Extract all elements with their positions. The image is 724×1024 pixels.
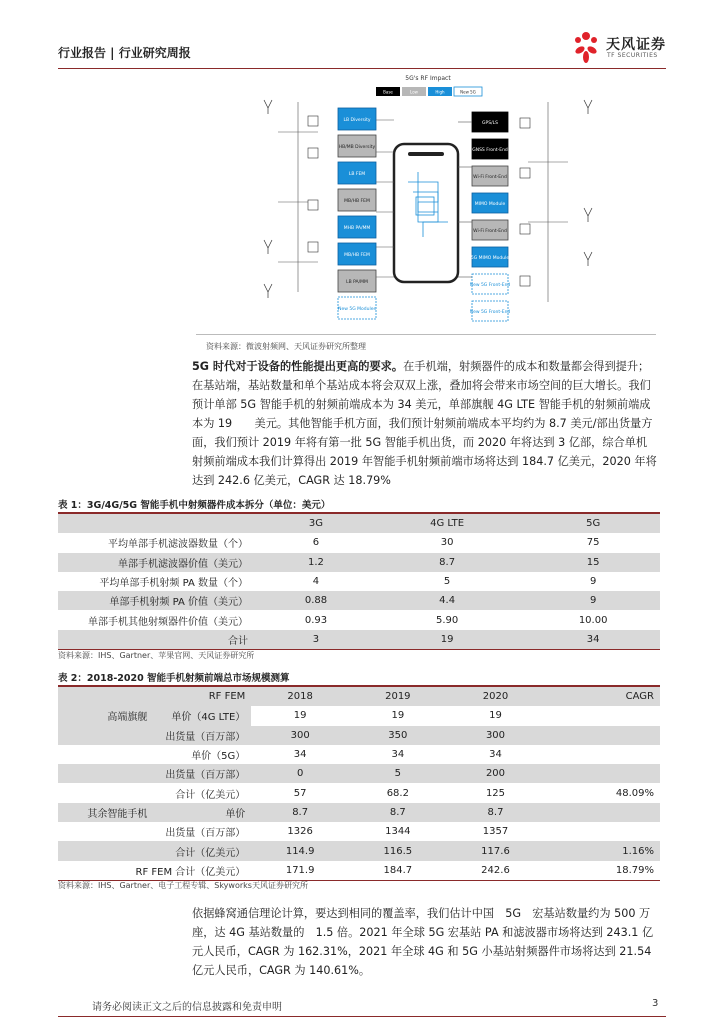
table-row: 合计（亿美元） 57 68.2 125 48.09% <box>175 787 654 801</box>
table-row: 单部手机射频 PA 价值（美元） 0.88 4.4 9 <box>58 591 660 610</box>
col-2018: 2018 <box>251 686 349 706</box>
figure-rule <box>196 334 656 335</box>
tf-logo-icon <box>570 30 602 64</box>
footer-disclaimer: 请务必阅读正文之后的信息披露和免责申明 <box>92 1002 282 1013</box>
header-rule <box>58 68 666 69</box>
svg-text:New 5G: New 5G <box>460 89 476 95</box>
left-module-blocks <box>338 108 377 319</box>
rf-impact-diagram <box>258 72 598 330</box>
diagram-legend <box>376 87 482 96</box>
module-label: LB Diversity <box>343 118 371 123</box>
module-label: Wi-Fi Front-End <box>473 229 507 234</box>
group-other: 其余智能手机 <box>58 803 151 822</box>
logo-english: TF SECURITIES <box>607 52 658 59</box>
module-label: MB/HB FEM <box>344 199 370 204</box>
logo-chinese: 天风证券 <box>606 37 666 53</box>
module-label: GPS/LS <box>482 121 498 126</box>
paragraph-body: 在手机端，射频器件的成本和数量都会得到提升；在基站端，基站数量和单个基站成本将会双双上涨，叠加将会带来市场空间的巨大增长。我们预计单部 5G 智能手机的射频前端成本为 34 美元，单部旗舰 4G LTE 智能手机的射频前端成本为 19 美元。其他智能手机方面，我们预计射频前端成本平均约为 8.7 美元/部出货量方面，我们预计 2019 年将有第一批 5G 智能手机出货，而 2020 年将达到 3 亿部，综合单机射频前端成本我们计算得出 2019 年智能手机射频前端市场将达到 184.7 亿美元，2020 年将达到 242.6 亿美元，CAGR 达 18.79% <box>192 360 657 487</box>
table-row: 单部手机其他射频器件价值（美元） 0.93 5.90 10.00 <box>88 614 608 628</box>
table-row: 其余智能手机 单价 8.7 8.7 8.7 <box>58 803 660 822</box>
module-label: LB PA/MM <box>346 280 368 285</box>
right-module-blocks <box>470 112 511 321</box>
svg-text:Base: Base <box>383 89 393 95</box>
paragraph-lead: 5G 时代对于设备的性能提出更高的要求。 <box>192 360 404 373</box>
module-label: New 5G Front-End <box>469 310 511 315</box>
col-2019: 2019 <box>349 686 447 706</box>
module-label: New 5G Front-End <box>469 283 511 288</box>
col-5g: 5G <box>526 513 660 533</box>
table-row: 出货量（百万部） 1326 1344 1357 <box>165 826 509 840</box>
col-cagr: CAGR <box>544 686 660 706</box>
report-header-title: 行业报告 | 行业研究周报 <box>58 46 191 60</box>
svg-text:Low: Low <box>410 89 418 95</box>
module-label: MB/HB FEM <box>344 253 370 258</box>
page-number: 3 <box>652 998 659 1009</box>
table-row: 高端旗舰 单价（4G LTE） 19 19 19 <box>58 706 660 725</box>
table-row: 平均单部手机滤波器数量（个） 6 30 75 <box>108 537 600 551</box>
phone-outline <box>394 144 458 282</box>
table-market-size <box>58 685 660 881</box>
module-label: New 5G Modules <box>338 307 376 312</box>
module-label: HB/MB Diversity <box>338 145 376 150</box>
svg-text:High: High <box>435 89 445 95</box>
group-flagship: 高端旗舰 <box>58 706 151 725</box>
table1-header-row <box>58 513 660 533</box>
table-row: 合计（亿美元） 114.9 116.5 117.6 1.16% <box>58 841 660 860</box>
footer-rule <box>58 1016 666 1017</box>
col-2020: 2020 <box>447 686 545 706</box>
company-logo <box>570 30 680 66</box>
table-row: 平均单部手机射频 PA 数量（个） 4 5 9 <box>99 576 597 590</box>
paragraph-base-station: 依据蜂窝通信理论计算，要达到相同的覆盖率，我们估计中国 5G 宏基站数量约为 500 万座，达 4G 基站数量的 1.5 倍。2021 年全球 5G 宏基站 PA 和滤波器市场将达到 243.1 亿元人民币，CAGR 为 162.31%，2021 年全球 4G 和 5G 小基站射频器件市场将达到 21.54 亿元人民币，CAGR 为 140.61%。 <box>192 907 654 977</box>
col-4g: 4G LTE <box>368 513 526 533</box>
table-row: 出货量（百万部） 0 5 200 <box>58 764 660 783</box>
table2-header-row <box>58 686 660 706</box>
table2-title: 表 2：2018-2020 智能手机射频前端总市场规模测算 <box>58 673 290 684</box>
module-label: Wi-Fi Front-End <box>473 175 507 180</box>
table-row: 单价（5G） 34 34 34 <box>191 749 502 763</box>
module-label: MHB PA/MM <box>343 226 371 231</box>
module-label: 5G MIMO Module <box>470 256 510 261</box>
col-rf-fem: RF FEM <box>151 686 251 706</box>
module-label: GNSS Front-End <box>472 148 508 153</box>
paragraph-rf-cost <box>192 357 658 490</box>
module-label: MIMO Module <box>474 202 506 207</box>
figure-source: 资料来源：微波射频网、天风证券研究所整理 <box>206 342 366 351</box>
table-rf-cost <box>58 512 660 650</box>
module-label: LB FEM <box>348 172 366 177</box>
col-3g: 3G <box>264 513 368 533</box>
diagram-title: 5G's RF Impact <box>405 75 451 82</box>
table1-source: 资料来源：IHS、Gartner、苹果官网、天风证券研究所 <box>58 651 255 660</box>
table-row: 出货量（百万部） 300 350 300 <box>58 726 660 745</box>
table1-title: 表 1：3G/4G/5G 智能手机中射频器件成本拆分（单位：美元） <box>58 500 331 511</box>
table-row: 单部手机滤波器价值（美元） 1.2 8.7 15 <box>58 553 660 572</box>
table2-source: 资料来源：IHS、Gartner、电子工程专辑、Skyworks天风证券研究所 <box>58 881 308 890</box>
table-row-total: 合计 3 19 34 <box>58 630 660 650</box>
table-row-total: RF FEM 合计（亿美元） 171.9 184.7 242.6 18.79% <box>135 864 654 878</box>
